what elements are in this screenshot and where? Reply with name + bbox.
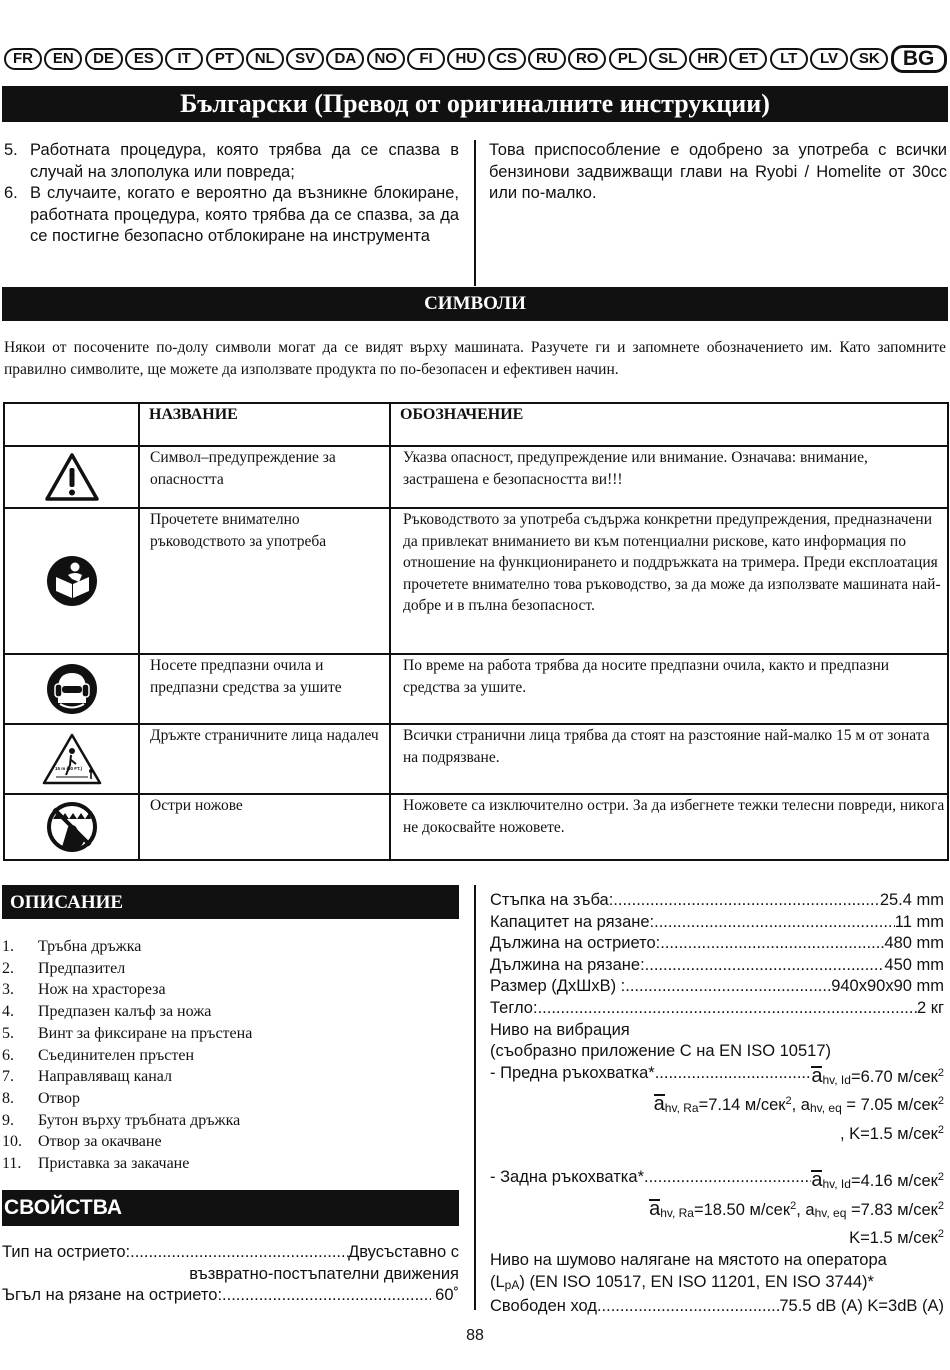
front-handle-row: - Предна ръкохватка* ..... ahv, Id=6.70 м/сек$^2$: [490, 1063, 944, 1092]
page-title: Български (Превод от оригиналните инструкции): [2, 86, 948, 122]
table-row: [4, 654, 948, 724]
language-tab-nl[interactable]: NL: [246, 48, 284, 70]
list-item: 11. Приставка за закачане: [2, 1155, 190, 1173]
description-heading: ОПИСАНИЕ: [2, 885, 459, 919]
language-tab-ru[interactable]: RU: [528, 48, 566, 70]
language-tab-no[interactable]: NO: [367, 48, 405, 70]
parts-list: [2, 936, 457, 1175]
symbol-name: Прочетете внимателно ръководството за употреба: [139, 508, 390, 654]
language-tab-sv[interactable]: SV: [286, 48, 324, 70]
language-tab-es[interactable]: ES: [125, 48, 163, 70]
language-tab-it[interactable]: IT: [165, 48, 203, 70]
column-header-name: НАЗВАНИЕ: [139, 403, 390, 446]
intro-list: [4, 140, 459, 248]
list-item: 7. Направляващ канал: [2, 1068, 172, 1086]
rear-handle-values: ahv, Ra=18.50 м/сек$^2$, ahv, eq =7.83 м/сек$^2$: [649, 1197, 944, 1220]
list-item: 8. Отвор: [2, 1089, 80, 1107]
vibration-label: Ниво на вибрация: [490, 1020, 630, 1039]
symbol-meaning: Ръководството за употреба съдържа конкретни предупреждения, предназначени да привлекат вниманието ви към потенциални рискове, като информация по отношение на функционирането и поддръжката на тримера. Преди експлоатация прочетете внимателно това ръководство, за да може да използвате машината най-добре и в пълна безопасност.: [390, 508, 948, 654]
language-tab-fi[interactable]: FI: [407, 48, 445, 70]
intro-item: 6. В случаите, когато е вероятно да възникне блокиране, работната процедура, която трябва да се спазва, за да се постигне безопасно отблокиране на инструмента: [4, 184, 459, 246]
symbols-intro: Някои от посочените по-долу символи могат да се видят върху машината. Разучете ги и запомнете обозначението им. Като запомните правилно символите, ще можете да използвате продукта по по-безопасен и ефективен начин.: [4, 339, 946, 378]
list-item: 1. Тръбна дръжка: [2, 938, 142, 955]
language-tab-sk[interactable]: SK: [850, 48, 888, 70]
language-tab-pl[interactable]: PL: [609, 48, 647, 70]
rear-handle-k: K=1.5 м/сек$^2$: [849, 1228, 944, 1248]
keep-bystanders-away-icon: [5, 733, 138, 785]
technical-specs: [490, 890, 944, 1318]
table-row: [4, 508, 948, 654]
spec-row-blade-type-cont: възвратно-постъпателни движения: [189, 1264, 459, 1283]
spec-row: Капацитет на рязане: ..... 11 mm: [490, 912, 944, 934]
language-tab-ro[interactable]: RO: [568, 48, 606, 70]
table-header-row: [4, 403, 948, 446]
language-tab-pt[interactable]: PT: [206, 48, 244, 70]
symbol-meaning: По време на работа трябва да носите предпазни очила, както и предпазни средства за ушите.: [390, 654, 948, 724]
eye-ear-protection-icon: [5, 663, 138, 715]
language-tab-en[interactable]: EN: [44, 48, 82, 70]
idle-row: Свободен ход ..... 75.5 dB (A) K=3dB (A): [490, 1296, 944, 1318]
language-tab-cs[interactable]: CS: [488, 48, 526, 70]
language-tab-hu[interactable]: HU: [447, 48, 485, 70]
noise-standards: (LpA) (EN ISO 10517, EN ISO 11201, EN ISO 3744)*: [490, 1272, 874, 1292]
column-header-meaning: ОБОЗНАЧЕНИЕ: [390, 403, 948, 446]
intro-item: 5. Работната процедура, която трябва да се спазва в случай на злополука или повреда;: [4, 141, 459, 181]
list-item: 6. Съединителен пръстен: [2, 1046, 194, 1064]
language-tab-bg[interactable]: BG: [891, 45, 947, 73]
spec-row: Дължина на острието: ..... 480 mm: [490, 933, 944, 955]
spec-row: Стъпка на зъба: ..... 25.4 mm: [490, 890, 944, 912]
sharp-blades-icon: [5, 801, 138, 853]
symbol-name: Остри ножове: [139, 794, 390, 860]
list-item: 10. Отвор за окачване: [2, 1133, 162, 1151]
symbol-name: Символ–предупреждение за опасността: [139, 446, 390, 508]
list-item: 2. Предпазител: [2, 959, 126, 977]
table-row: [4, 724, 948, 794]
spec-row: Размер (ДхШхВ) : ..... 940x90x90 mm: [490, 976, 944, 998]
spec-row: Тегло: ..... 2 кг: [490, 998, 944, 1020]
column-divider: [474, 140, 476, 286]
spec-row-cut-angle: Ъгъл на рязане на острието: ..... 60˚: [2, 1285, 459, 1307]
properties-heading: СВОЙСТВА: [2, 1190, 459, 1226]
page-number: 88: [466, 1327, 484, 1344]
language-tab-fr[interactable]: FR: [4, 48, 42, 70]
language-tab-lt[interactable]: LT: [770, 48, 808, 70]
rear-handle-row: - Задна ръкохватка* ..... ahv, Id=4.16 м/сек$^2$: [490, 1167, 944, 1196]
list-item: 5. Винт за фиксиране на пръстена: [2, 1024, 253, 1042]
symbol-meaning: Ножовете са изключително остри. За да избегнете тежки телесни повреди, никога не докосвайте ножовете.: [390, 794, 948, 860]
symbol-meaning: Указва опасност, предупреждение или внимание. Означава: внимание, застрашена е безопасността ви!!!: [390, 446, 948, 508]
language-tab-da[interactable]: DA: [326, 48, 364, 70]
read-manual-icon: [5, 555, 138, 607]
list-item: 4. Предпазен калъф за ножа: [2, 1003, 212, 1021]
language-tab-hr[interactable]: HR: [689, 48, 727, 70]
compatibility-note: Това приспособление е одобрено за употреба с всички бензинови задвижващи глави на Ryobi / Homelite от 30cc или по-малко.: [489, 141, 947, 203]
vibration-note: (съобразно приложение С на EN ISO 10517): [490, 1042, 831, 1061]
language-tab-et[interactable]: ET: [729, 48, 767, 70]
symbol-name: Носете предпазни очила и предпазни средства за ушите: [139, 654, 390, 724]
column-divider: [474, 885, 476, 1310]
table-row: [4, 794, 948, 860]
list-item: 3. Нож на храстореза: [2, 981, 166, 999]
front-handle-k: , K=1.5 м/сек$^2$: [839, 1123, 944, 1143]
list-item: 9. Бутон върху тръбната дръжка: [2, 1111, 241, 1129]
spec-row: Дължина на рязане: ..... 450 mm: [490, 955, 944, 977]
language-tab-lv[interactable]: LV: [810, 48, 848, 70]
distance-label: 15 m (50 FT.): [54, 766, 82, 771]
symbol-name: Дръжте страничните лица надалеч: [139, 724, 390, 794]
symbols-heading: СИМВОЛИ: [2, 287, 948, 321]
front-handle-values: ahv, Ra=7.14 м/сек$^2$, ahv, eq = 7.05 м/сек$^2$: [653, 1093, 944, 1116]
language-tab-sl[interactable]: SL: [649, 48, 687, 70]
properties-list: [2, 1242, 459, 1307]
spec-row-blade-type: Тип на острието: ..... Двусъставно с: [2, 1242, 459, 1264]
language-tab-de[interactable]: DE: [85, 48, 123, 70]
symbol-meaning: Всички странични лица трябва да стоят на разстояние най-малко 15 м от зоната на подрязване.: [390, 724, 948, 794]
noise-label: Ниво на шумово налягане на мястото на оператора: [490, 1250, 887, 1269]
language-tabs: [4, 45, 946, 75]
symbols-table: [3, 402, 949, 861]
warning-triangle-icon: [5, 452, 138, 502]
table-row: [4, 446, 948, 508]
